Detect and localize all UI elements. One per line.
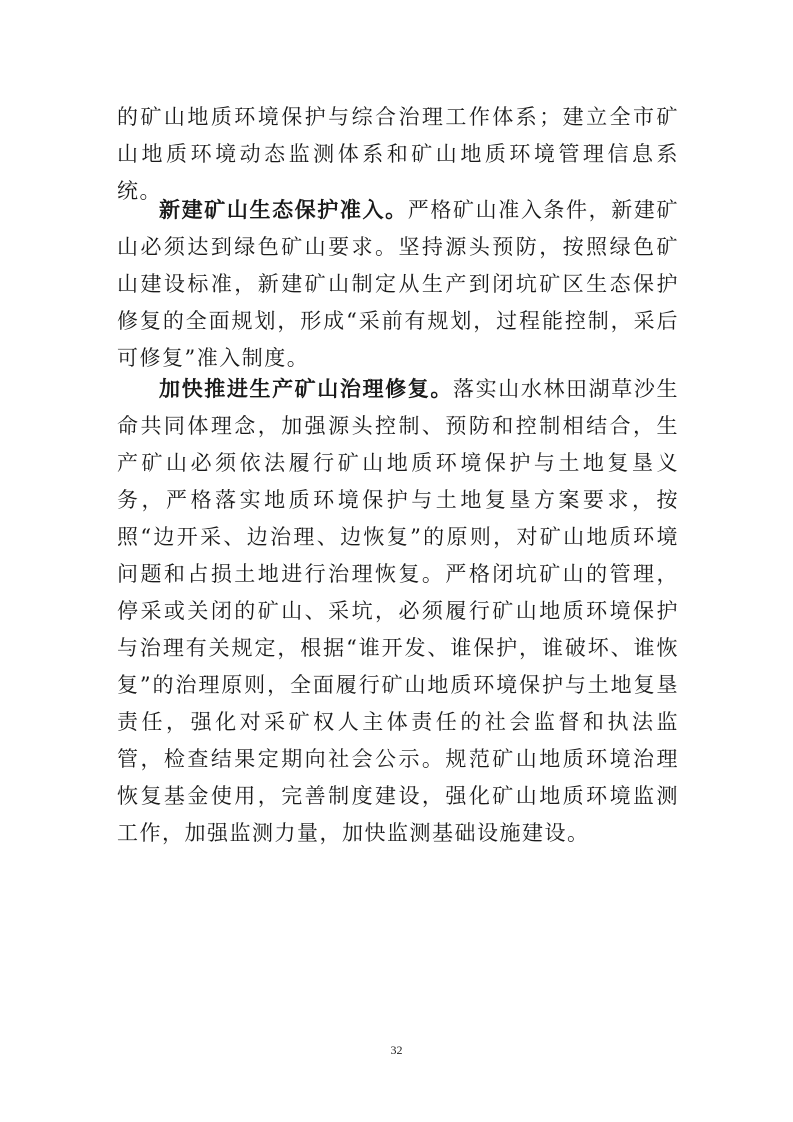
- page-number: 32: [390, 1043, 403, 1057]
- paragraph-3: [117, 370, 679, 852]
- paragraph-2-body: 严格矿山准入条件，新建矿山必须达到绿色矿山要求。坚持源头预防，按照绿色矿山建设标准，新建矿山制定从生产到闭坑矿区生态保护修复的全面规划，形成“采前有规划，过程能控制，采后可修复”准入制度。: [117, 198, 679, 370]
- paragraph-3-body: 落实山水林田湖草沙生命共同体理念，加强源头控制、预防和控制相结合，生产矿山必须依法履行矿山地质环境保护与土地复垦义务，严格落实地质环境保护与土地复垦方案要求，按照“边开采、边治理、边恢复”的原则，对矿山地质环境问题和占损土地进行治理恢复。严格闭坑矿山的管理，停采或关闭的矿山、采坑，必须履行矿山地质环境保护与治理有关规定，根据“谁开发、谁保护，谁破坏、谁恢复”的治理原则，全面履行矿山地质环境保护与土地复垦责任，强化对采矿权人主体责任的社会监督和执法监管，检查结果定期向社会公示。规范矿山地质环境治理恢复基金使用，完善制度建设，强化矿山地质环境监测工作，加强监测力量，加快监测基础设施建设。: [117, 377, 680, 845]
- paragraph-production-mine-restoration: [117, 370, 679, 852]
- paragraph-2-heading: 新建矿山生态保护准入。: [159, 197, 408, 222]
- paragraph-2: [117, 191, 679, 377]
- paragraph-3-heading: 加快推进生产矿山治理修复。: [159, 376, 453, 401]
- paragraph-1-body: 的矿山地质环境保护与综合治理工作体系；建立全市矿山地质环境动态监测体系和矿山地质环境管理信息系统。: [117, 105, 679, 203]
- paragraph-new-mine-access: [117, 191, 679, 377]
